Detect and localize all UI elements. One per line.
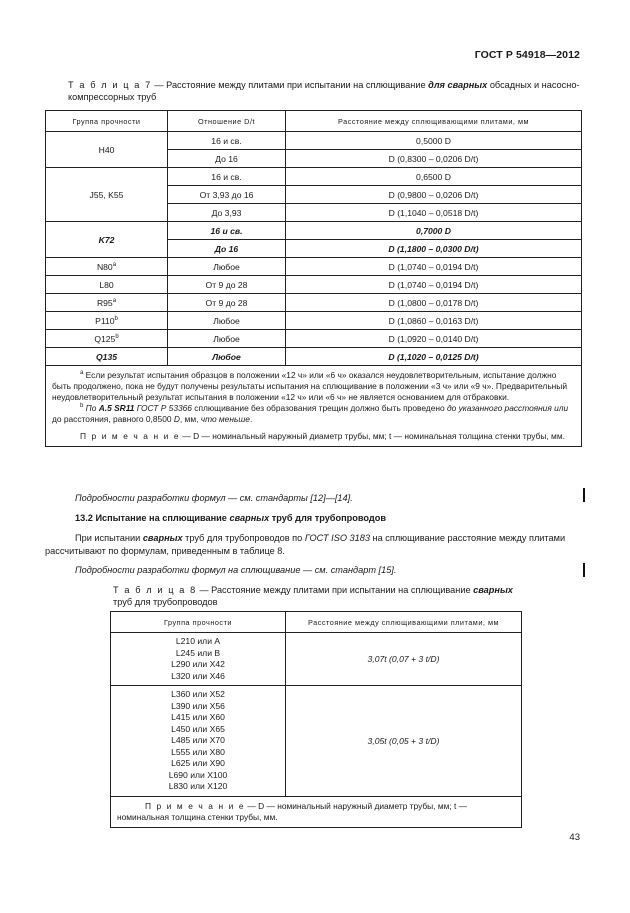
- table7-caption-bold: для сварных: [428, 80, 488, 90]
- table8-group-cell: [111, 686, 286, 797]
- table8-header-group: Группа прочности: [111, 612, 286, 633]
- fn-b-end: .: [249, 414, 253, 424]
- table-row: [46, 222, 582, 240]
- group-item: L555 или X80: [171, 746, 225, 757]
- footnote-a: [52, 370, 575, 403]
- formula-details-paragraph-2: Подробности разработки формул на сплющивание — см. стандарт [15].: [75, 565, 397, 575]
- table7-distance-cell: D (1,0800 – 0,0178 D/t): [286, 294, 582, 312]
- para-text: При испытании: [75, 533, 143, 543]
- fn-b-bold: A.5 SR11: [98, 403, 135, 413]
- table7-ratio-cell: 16 и св.: [168, 132, 286, 150]
- change-bar: [583, 563, 585, 577]
- table-row: [46, 258, 582, 276]
- table8-caption-line2: труб для трубопроводов: [113, 597, 218, 607]
- table7-ratio-cell: 16 и св.: [168, 222, 286, 240]
- table7: [45, 110, 582, 447]
- table-row: [46, 294, 582, 312]
- group-name: Q125: [94, 333, 116, 344]
- group-item: L210 или A: [175, 636, 221, 646]
- group-item: L360 или X52: [171, 689, 225, 699]
- group-name: R95: [96, 297, 113, 308]
- table7-caption-text2: обсадных и насосно-: [487, 80, 580, 90]
- footnote-mark: b: [115, 333, 119, 340]
- table8: [110, 611, 522, 828]
- table7-distance-cell: D (1,0860 – 0,0163 D/t): [286, 312, 582, 330]
- table7-distance-cell: D (1,1040 – 0,0518 D/t): [286, 204, 582, 222]
- table7-header-distance: Расстояние между сплющивающими плитами, мм: [286, 111, 582, 132]
- para-standard-ref: ГОСТ ISO 3183: [304, 533, 370, 543]
- table-row: [46, 330, 582, 348]
- table8-formula-cell: 3,07t (0,07 + 3 t/D): [286, 633, 522, 686]
- table7-caption-text1: — Расстояние между плитами при испытании на сплющивание: [151, 80, 429, 90]
- table7-caption-line2: компрессорных труб: [68, 92, 157, 102]
- table-row: [46, 312, 582, 330]
- fn-b-ref: ГОСТ Р 53366: [134, 403, 192, 413]
- table8-formula-cell: 3,05t (0,05 + 3 t/D): [286, 686, 522, 797]
- fn-b-text2: до расстояния, равного 0,8500: [52, 414, 174, 424]
- table7-group-cell: K72: [46, 222, 168, 258]
- fn-b-italic: до указанного расстояния или: [446, 403, 569, 413]
- body-paragraph: [45, 532, 585, 558]
- fn-b-italic2: что меньше: [200, 414, 250, 424]
- table8-caption-text: — Расстояние между плитами при испытании на сплющивание: [196, 585, 474, 595]
- footnote-mark: b: [80, 403, 84, 410]
- change-bar: [583, 488, 585, 502]
- table-row: [46, 276, 582, 294]
- group-item: L390 или X56: [171, 700, 225, 711]
- table7-ratio-cell: До 16: [168, 240, 286, 258]
- table7-ratio-cell: Любое: [168, 348, 286, 366]
- section-heading: [75, 512, 386, 525]
- table7-header-ratio: Отношение D/t: [168, 111, 286, 132]
- page-number: 43: [569, 832, 580, 843]
- table8-note-text: [117, 801, 515, 823]
- note-label: П р и м е ч а н и е: [80, 431, 181, 441]
- table7-distance-cell: D (1,0740 – 0,0194 D/t): [286, 276, 582, 294]
- table7-group-cell: J55, K55: [46, 168, 168, 222]
- table7-ratio-cell: От 9 до 28: [168, 294, 286, 312]
- table-row: [46, 168, 582, 186]
- table8-header-distance: Расстояние между сплющивающими плитами, мм: [286, 612, 522, 633]
- group-name: P110: [95, 315, 115, 326]
- fn-b-symbol: D: [173, 414, 180, 424]
- table8-caption-prefix: Т а б л и ц а 8: [113, 585, 197, 595]
- table7-ratio-cell: До 16: [168, 150, 286, 168]
- section-title-italic: сварных: [229, 513, 270, 523]
- table7-distance-cell: D (0,8300 – 0,0206 D/t): [286, 150, 582, 168]
- document-header: ГОСТ Р 54918—2012: [474, 49, 580, 61]
- table7-note: [52, 431, 575, 442]
- table7-distance-cell: D (1,0740 – 0,0194 D/t): [286, 258, 582, 276]
- table7-distance-cell: 0,5000 D: [286, 132, 582, 150]
- table7-ratio-cell: Любое: [168, 312, 286, 330]
- fn-b-unit: , мм,: [179, 414, 201, 424]
- group-name: N80: [96, 261, 113, 272]
- table7-distance-cell: D (1,0920 – 0,0140 D/t): [286, 330, 582, 348]
- table7-ratio-cell: 16 и св.: [168, 168, 286, 186]
- footnote-mark: а: [112, 261, 117, 268]
- table7-distance-cell: 0,7000 D: [286, 222, 582, 240]
- table8-note: [111, 796, 522, 827]
- table7-caption: [68, 79, 588, 103]
- table7-ratio-cell: До 3,93: [168, 204, 286, 222]
- para-bold: сварных: [142, 533, 183, 543]
- note-text: — D — номинальный наружный диаметр трубы, мм; t — номинальная толщина стенки трубы, мм.: [180, 431, 565, 441]
- group-item: L625 или X90: [171, 758, 225, 768]
- footnote-a-text: Если результат испытания образцов в положении «12 ч» или «6 ч» оказался неудовлетворительным, испытание должно быть продолжено, пока не будут получены результаты испытания на сплющивание в положении «3 ч» или «9 ч». Предварительный неудовлетворительный результат испытания в положении «12 ч» или «6 ч» не является основанием для отбраковки.: [52, 370, 568, 402]
- group-item: L415 или X60: [171, 712, 225, 722]
- table-row: [46, 348, 582, 366]
- table7-notes: [46, 366, 582, 447]
- group-item: L245 или B: [175, 647, 221, 658]
- footnote-mark: b: [114, 315, 118, 322]
- table7-header-group: Группа прочности: [46, 111, 168, 132]
- table7-ratio-cell: Любое: [168, 258, 286, 276]
- table-row: [111, 633, 522, 686]
- table7-group-cell: [46, 294, 168, 312]
- footnote-mark: а: [80, 370, 84, 377]
- para-text: на сплющивание расстояние между плитами рассчитывают по формулам, приведенным в таблице 8.: [45, 533, 566, 556]
- section-title-part2: труб для трубопроводов: [269, 513, 386, 523]
- group-item: L485 или X70: [171, 735, 225, 745]
- table7-ratio-cell: От 3,93 до 16: [168, 186, 286, 204]
- table-row: [46, 132, 582, 150]
- table7-ratio-cell: Любое: [168, 330, 286, 348]
- table8-header-row: [111, 612, 522, 633]
- note-text: — D — номинальный наружный диаметр трубы, мм; t — номинальная толщина стенки трубы, мм.: [117, 800, 468, 822]
- section-title-part1: Испытание на сплющивание: [92, 513, 230, 523]
- section-number: 13.2: [75, 513, 93, 523]
- group-item: L450 или X65: [171, 723, 225, 734]
- note-label: П р и м е ч а н и е: [145, 800, 246, 811]
- table7-distance-cell: D (0,9800 – 0,0206 D/t): [286, 186, 582, 204]
- table7-distance-cell: D (1,1800 – 0,0300 D/t): [286, 240, 582, 258]
- para-text: труб для трубопроводов по: [182, 533, 305, 543]
- table7-distance-cell: 0,6500 D: [286, 168, 582, 186]
- table7-group-cell: Q135: [46, 348, 168, 366]
- table7-header-row: [46, 111, 582, 132]
- group-item: L830 или X120: [168, 781, 228, 791]
- group-item: L690 или X100: [168, 769, 228, 780]
- table8-caption: [113, 584, 583, 608]
- table7-notes-row: [46, 366, 582, 447]
- fn-b-text: сплющивание без образования трещин должно быть проведено: [191, 403, 447, 413]
- fn-b-pre: По: [85, 403, 99, 413]
- group-item: L320 или X46: [171, 670, 225, 681]
- table7-caption-prefix: Т а б л и ц а 7: [68, 80, 152, 90]
- footnote-b: [52, 403, 575, 425]
- footnote-mark: а: [112, 297, 117, 304]
- table7-group-cell: [46, 258, 168, 276]
- table8-caption-bold: сварных: [473, 585, 513, 595]
- table7-group-cell: [46, 312, 168, 330]
- table7-group-cell: [46, 330, 168, 348]
- table7-group-cell: H40: [46, 132, 168, 168]
- formula-details-paragraph: Подробности разработки формул — см. стандарты [12]—[14].: [75, 493, 353, 503]
- table7-distance-cell: D (1,1020 – 0,0125 D/t): [286, 348, 582, 366]
- table7-group-cell: L80: [46, 276, 168, 294]
- table8-group-cell: [111, 633, 286, 686]
- table8-note-row: [111, 796, 522, 827]
- table-row: [111, 686, 522, 797]
- group-item: L290 или X42: [171, 659, 225, 669]
- table7-ratio-cell: От 9 до 28: [168, 276, 286, 294]
